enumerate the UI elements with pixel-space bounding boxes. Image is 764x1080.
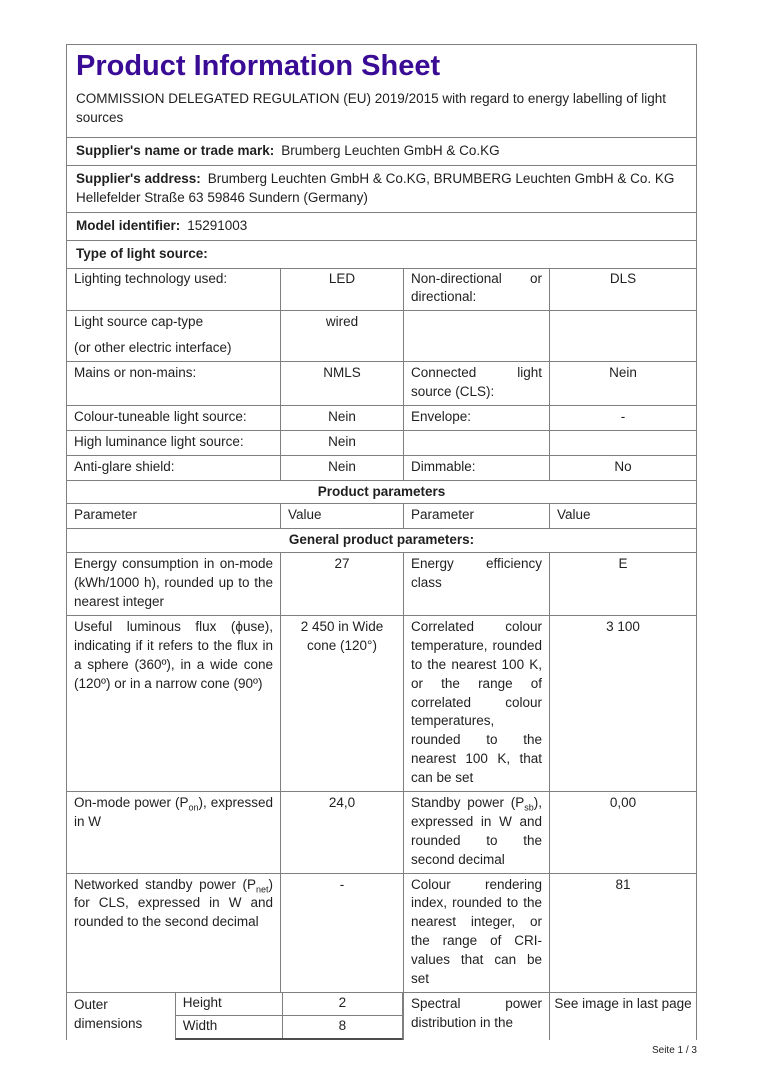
supplier-address-row [66,165,697,213]
param-cell: Non-directional or directional: [404,268,550,312]
model-identifier-row [66,212,697,241]
value-cell: 2 450 in Wide cone (120°) [281,616,404,792]
dimension-value: 2 [338,994,347,1010]
value-cell: E [550,553,696,616]
type-of-light-source-label: Type of light source: [76,245,208,261]
value-cell: 27 [281,553,404,616]
value-cell: 81 [550,874,696,993]
param-cell: High luminance light source: [67,431,281,456]
value-cell: No [550,456,696,481]
product-parameters-header: Product parameters [67,481,696,505]
regulation-subtitle: COMMISSION DELEGATED REGULATION (EU) 2019/2015 with regard to energy labelling of light sources [76,91,666,126]
column-header-value-1: Value [281,504,404,529]
param-cell: Colour-tuneable light source: [67,406,281,431]
param-cell: Networked standby power $(P_{net})$ for CLS, expressed in W and rounded to the second decimal [67,874,281,993]
value-cell: 24,0 [281,792,404,874]
param-cell [404,431,550,456]
supplier-address-value: Brumberg Leuchten GmbH & Co.KG, BRUMBERG Leuchten GmbH & Co. KG Hellefelder Straße 63 59846 Sundern (Germany) [76,171,675,205]
param-cell [67,311,281,362]
value-cell: Nein [281,406,404,431]
param-cell [404,311,550,362]
value-cell: - [550,406,696,431]
param-cell: Standby power $(P_{sb})$, expressed in W and rounded to the second decimal [404,792,550,874]
param-line-2: (or other electric interface) [74,340,232,356]
type-of-light-source-row [66,240,697,269]
column-header-value-2: Value [550,504,696,529]
param-cell: Energy consumption in on-mode (kWh/1000 h), rounded up to the nearest integer [67,553,281,616]
supplier-name-value: Brumberg Leuchten GmbH & Co.KG [281,143,500,159]
dimension-name: Height [176,993,283,1015]
dimension-row-height [176,993,402,1016]
param-cell: Colour rendering index, rounded to the nearest integer, or the range of CRI-values that can be set [404,874,550,993]
param-line-1: Light source cap-type [74,314,204,330]
outer-dimensions-cell [67,993,404,1040]
value-cell: DLS [550,268,696,312]
param-cell: Spectral power distribution in the [404,993,550,1040]
dimension-value: 8 [338,1017,347,1033]
light-source-parameters-table [66,268,697,1040]
param-cell: Connected light source (CLS): [404,362,550,406]
value-cell: - [281,874,404,993]
param-cell: Dimmable: [404,456,550,481]
value-cell: wired [281,311,404,362]
value-cell [550,311,696,362]
dimension-name: Width [176,1016,283,1038]
document-page [66,44,697,1058]
param-cell: Useful luminous flux (ϕuse), indicating if it refers to the flux in a sphere (360º), in a wide cone (120º) or in a narrow cone (90º) [67,616,281,792]
value-cell: See image in last page [554,995,692,1011]
column-header-parameter-2: Parameter [404,504,550,529]
value-cell: Nein [550,362,696,406]
value-cell: Nein [281,456,404,481]
param-cell: On-mode power $(P_{on})$, expressed in W [67,792,281,874]
title-section [66,44,697,138]
outer-dimensions-label: Outer dimensions [74,996,143,1031]
dimensions-table [175,992,403,1040]
value-cell: 3 100 [550,616,696,792]
param-cell: Energy efficiency class [404,553,550,616]
param-cell: Correlated colour temperature, rounded to the nearest 100 K, or the range of correlated colour temperatures, rounded to the nearest 100 K, that can be set [404,616,550,792]
value-cell: Nein [281,431,404,456]
value-cell: LED [281,268,404,312]
dimension-row-width [176,1016,402,1038]
footer-page-indicator: Seite 1 / 3 [651,1044,697,1056]
model-identifier-value: 15291003 [187,217,248,233]
column-header-parameter-1: Parameter [67,504,281,529]
model-identifier-label: Model identifier: [76,217,181,233]
param-cell: Envelope: [404,406,550,431]
value-cell: NMLS [281,362,404,406]
general-parameters-header: General product parameters: [67,529,696,553]
supplier-address-label: Supplier's address: [76,171,201,187]
page-title: Product Information Sheet [76,50,441,82]
supplier-name-row [66,137,697,166]
value-cell: 0,00 [550,792,696,874]
param-cell: Anti-glare shield: [67,456,281,481]
param-cell: Lighting technology used: [67,268,281,312]
value-cell [550,431,696,456]
supplier-name-label: Supplier's name or trade mark: [76,143,275,159]
param-cell: Mains or non-mains: [67,362,281,406]
